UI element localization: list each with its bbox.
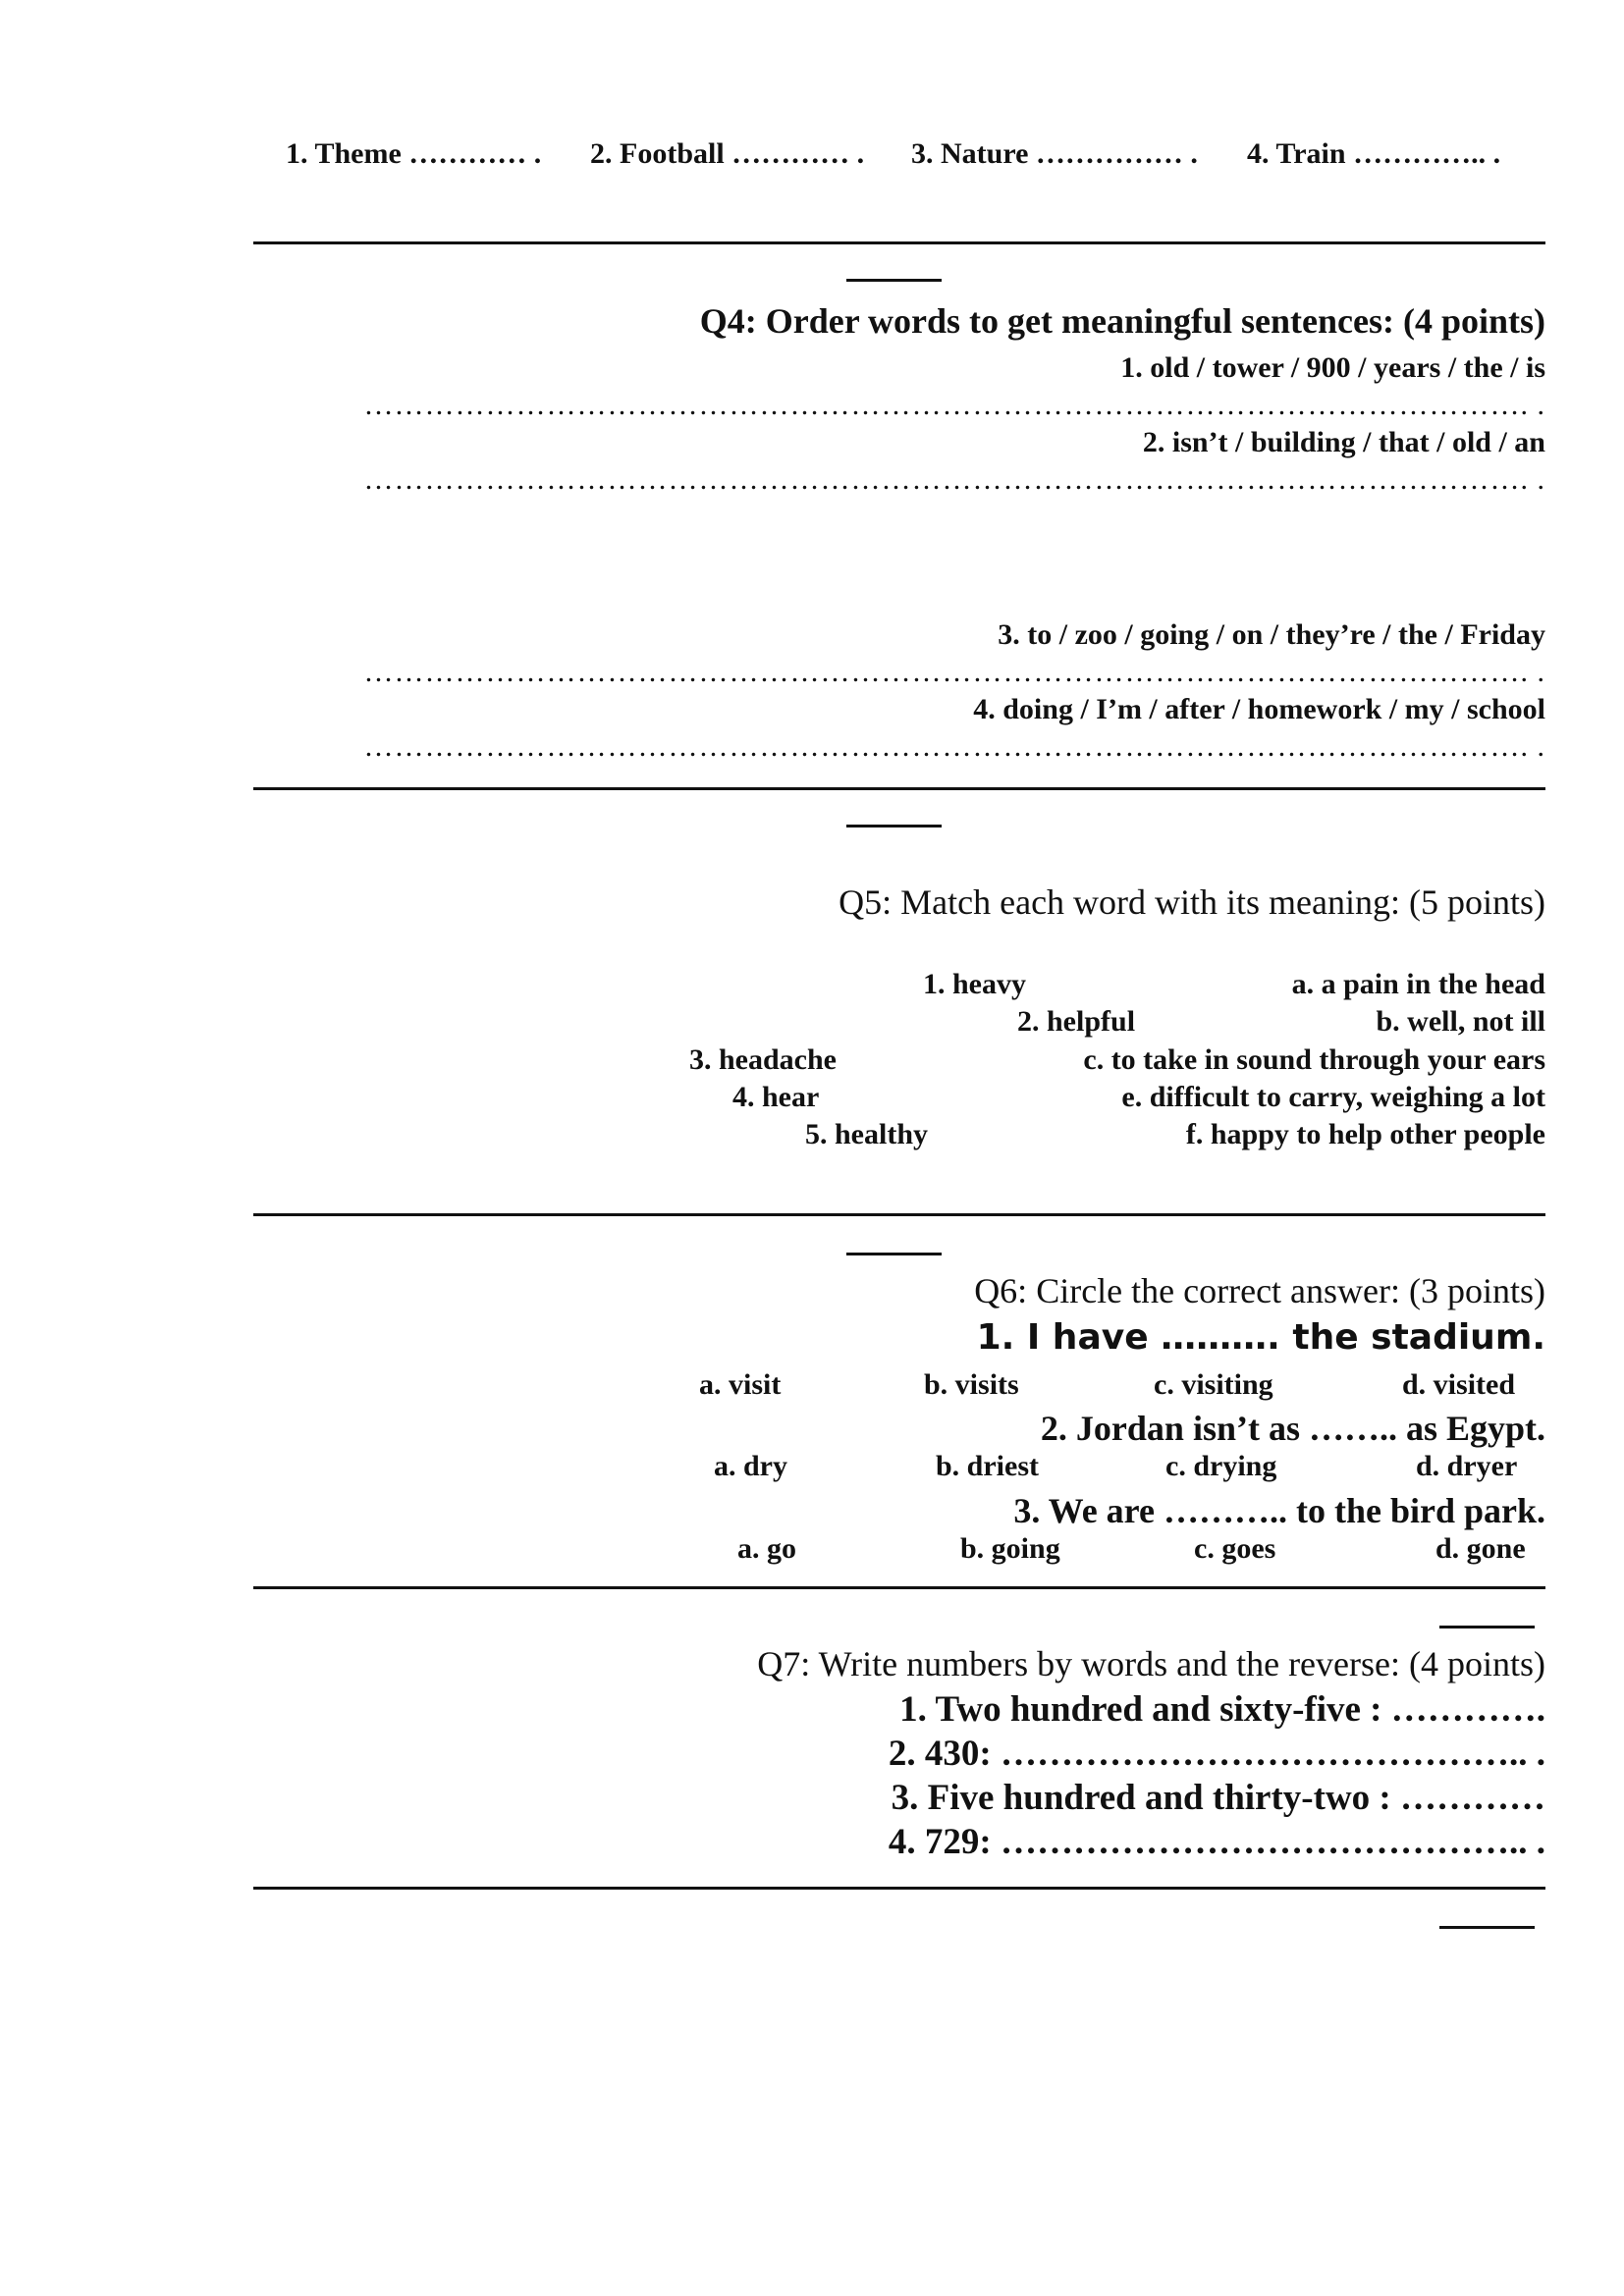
q6-q2-option-d[interactable]: d. dryer	[1416, 1450, 1518, 1482]
q5-word-3: 3. headache	[689, 1043, 837, 1076]
q6-question-2: 2. Jordan isn’t as …….. as Egypt.	[1040, 1409, 1545, 1448]
q6-q1-option-b[interactable]: b. visits	[924, 1368, 1019, 1401]
q4-item-4: 4. doing / I’m / after / homework / my / school	[973, 693, 1545, 725]
q4-answer-line-3[interactable]: ……………………………………………………………………………………………………. .	[363, 656, 1545, 688]
q6-q3-option-a[interactable]: a. go	[737, 1532, 796, 1565]
q4-item-3: 3. to / zoo / going / on / they’re / the / Friday	[998, 618, 1545, 651]
q6-q1-option-a[interactable]: a. visit	[699, 1368, 782, 1401]
q4-item-1: 1. old / tower / 900 / years / the / is	[1120, 351, 1545, 384]
q7-title: Q7: Write numbers by words and the reverse: (4 points)	[757, 1644, 1545, 1683]
q4-answer-line-2[interactable]: ……………………………………………………………………………………………………. .	[363, 463, 1545, 496]
q6-q3-option-b[interactable]: b. going	[960, 1532, 1060, 1565]
q6-q2-option-a[interactable]: a. dry	[714, 1450, 787, 1482]
q4-item-2: 2. isn’t / building / that / old / an	[1142, 426, 1545, 458]
q7-item-3: 3. Five hundred and thirty-two : …………	[891, 1778, 1545, 1818]
q3-word-4: 4. Train ………….. .	[1247, 137, 1501, 170]
q6-q2-option-c[interactable]: c. drying	[1165, 1450, 1277, 1482]
q6-q3-option-d[interactable]: d. gone	[1435, 1532, 1526, 1565]
section-divider	[253, 1213, 1545, 1216]
q3-word-1: 1. Theme ………… .	[286, 137, 542, 170]
q6-q1-option-c[interactable]: c. visiting	[1154, 1368, 1273, 1401]
q4-answer-line-4[interactable]: ……………………………………………………………………………………………………. .	[363, 730, 1545, 763]
q6-question-3: 3. We are ……….. to the bird park.	[1013, 1491, 1545, 1530]
section-divider	[253, 241, 1545, 244]
section-divider	[253, 787, 1545, 790]
q6-q1-option-d[interactable]: d. visited	[1402, 1368, 1516, 1401]
q5-meaning-e: e. difficult to carry, weighing a lot	[1121, 1081, 1545, 1113]
q4-answer-line-1[interactable]: ……………………………………………………………………………………………………. .	[363, 389, 1545, 421]
divider-stub	[1439, 1626, 1535, 1629]
q5-meaning-b: b. well, not ill	[1376, 1005, 1545, 1038]
q5-meaning-a: a. a pain in the head	[1291, 968, 1545, 1000]
q3-word-3: 3. Nature …………… .	[911, 137, 1198, 170]
q3-word-2: 2. Football ………… .	[590, 137, 865, 170]
q5-word-1: 1. heavy	[923, 968, 1026, 1000]
q6-q3-option-c[interactable]: c. goes	[1194, 1532, 1276, 1565]
q6-question-1: 1. I have ………. the stadium.	[976, 1317, 1545, 1358]
q4-title: Q4: Order words to get meaningful sentences: (4 points)	[699, 301, 1545, 341]
q6-title: Q6: Circle the correct answer: (3 points)	[974, 1271, 1545, 1310]
divider-stub	[846, 279, 942, 282]
q5-word-5: 5. healthy	[805, 1118, 929, 1150]
section-divider	[253, 1887, 1545, 1890]
q7-item-2: 2. 430: …………………………………….. .	[888, 1734, 1545, 1774]
q5-word-4: 4. hear	[732, 1081, 820, 1113]
q5-meaning-c: c. to take in sound through your ears	[1083, 1043, 1545, 1076]
divider-stub	[1439, 1926, 1535, 1929]
q7-item-1: 1. Two hundred and sixty-five : ………….	[899, 1689, 1545, 1730]
divider-stub	[846, 825, 942, 828]
q5-meaning-f: f. happy to help other people	[1185, 1118, 1545, 1150]
q7-item-4: 4. 729: …………………………………….. .	[888, 1822, 1545, 1862]
section-divider	[253, 1586, 1545, 1589]
divider-stub	[846, 1253, 942, 1255]
q5-word-2: 2. helpful	[1017, 1005, 1136, 1038]
q6-q2-option-b[interactable]: b. driest	[936, 1450, 1039, 1482]
q5-title: Q5: Match each word with its meaning: (5 points)	[839, 882, 1545, 922]
